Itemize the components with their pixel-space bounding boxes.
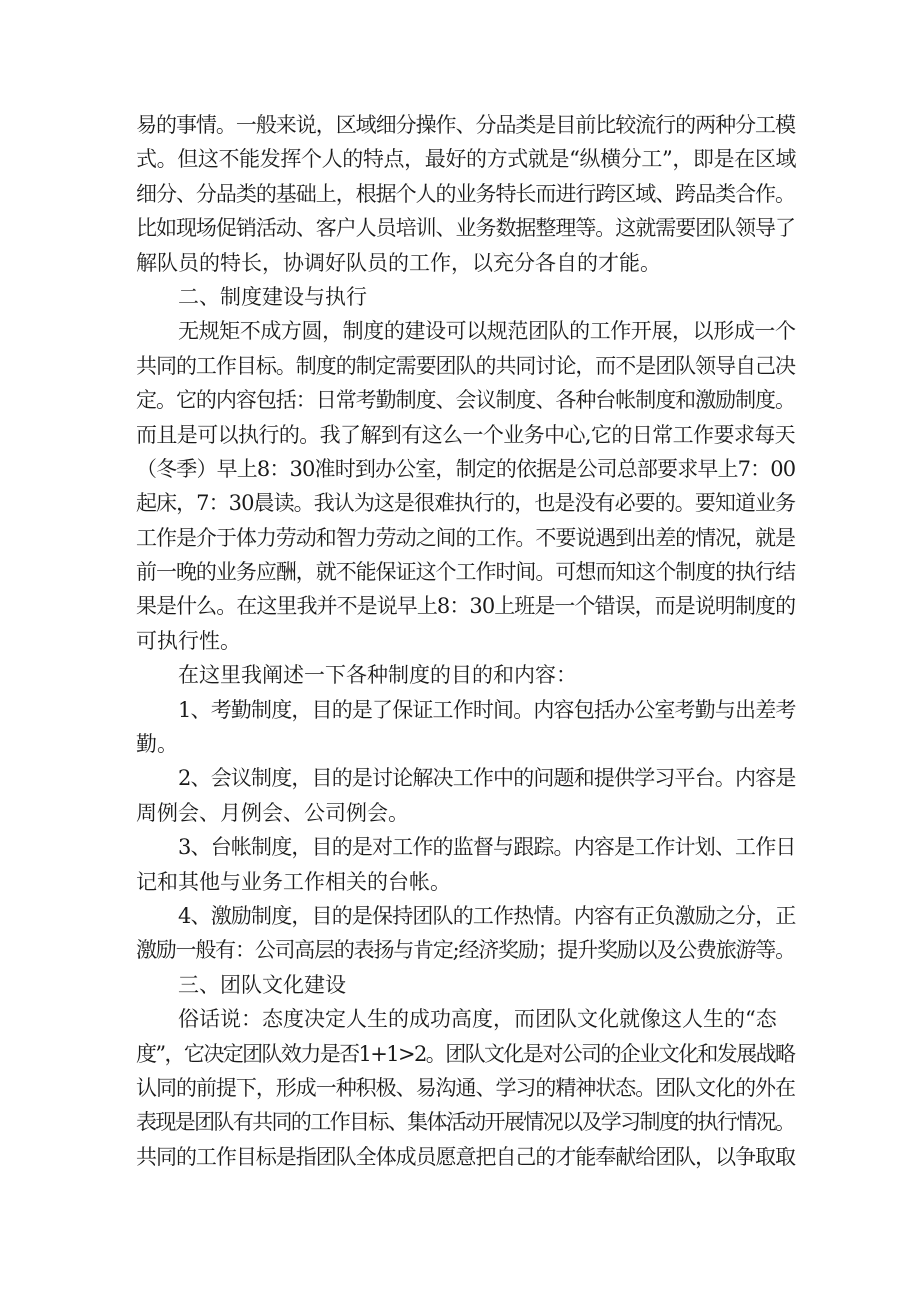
text-line: 而且是可以执行的。我了解到有这么一个业务中心,它的日常工作要求每天 [136,422,796,447]
text-line: 比如现场促销活动、客户人员培训、业务数据整理等。这就需要团队领导了 [136,216,795,241]
text-line: 起床，7：30晨读。我认为这是很难执行的，也是没有必要的。要知道业务 [136,491,796,516]
text-line: 可执行性。 [136,628,241,653]
text-line: 认同的前提下，形成一种积极、易沟通、学习的精神状态。团队文化的外在 [136,1075,795,1100]
document-body [136,108,796,1174]
text-line: 在这里我阐述一下各种制度的目的和内容： [178,663,577,688]
text-line: 4、激励制度，目的是保持团队的工作热情。内容有正负激励之分，正 [178,903,796,928]
text-line: 度”，它决定团队效力是否1+1>2。团队文化是对公司的企业文化和发展战略 [136,1041,795,1066]
text-line: 易的事情。一般来说，区域细分操作、分品类是目前比较流行的两种分工模 [136,113,795,137]
text-line: （冬季）早上8：30准时到办公室，制定的依据是公司总部要求早上7：00 [136,456,796,481]
text-line: 记和其他与业务工作相关的台帐。 [136,869,451,894]
text-line: 二、制度建设与执行 [178,284,367,309]
text-line: 激励一般有：公司高层的表扬与肯定;经济奖励；提升奖励以及公费旅游等。 [136,938,795,963]
text-line: 工作是介于体力劳动和智力劳动之间的工作。不要说遇到出差的情况，就是 [136,525,795,550]
text-line: 共同的工作目标是指团队全体成员愿意把自己的才能奉献给团队，以争取取 [136,1144,795,1169]
text-line: 3、台帐制度，目的是对工作的监督与跟踪。内容是工作计划、工作日 [178,835,796,860]
text-line: 1、考勤制度，目的是了保证工作时间。内容包括办公室考勤与出差考 [178,697,796,722]
text-line: 周例会、月例会、公司例会。 [136,800,409,825]
text-line: 三、团队文化建设 [178,972,346,997]
text-line: 解队员的特长，协调好队员的工作，以充分各自的才能。 [136,250,661,275]
text-line: 2、会议制度，目的是讨论解决工作中的问题和提供学习平台。内容是 [178,766,796,791]
text-line: 果是什么。在这里我并不是说早上8：30上班是一个错误，而是说明制度的 [136,594,796,619]
text-line: 式。但这不能发挥个人的特点，最好的方式就是“纵横分工”，即是在区域 [136,147,797,172]
text-line: 无规矩不成方圆，制度的建设可以规范团队的工作开展，以形成一个 [178,319,796,344]
text-line: 前一晚的业务应酬，就不能保证这个工作时间。可想而知这个制度的执行结 [136,560,795,585]
text-line: 俗话说：态度决定人生的成功高度，而团队文化就像这人生的“态 [178,1007,777,1032]
text-line: 表现是团队有共同的工作目标、集体活动开展情况以及学习制度的执行情况。 [136,1110,795,1135]
text-line: 勤。 [136,732,178,757]
text-line: 共同的工作目标。制度的制定需要团队的共同讨论，而不是团队领导自己决 [136,353,795,378]
text-line: 定。它的内容包括：日常考勤制度、会议制度、各种台帐制度和激励制度。 [136,388,795,413]
text-line: 细分、分品类的基础上，根据个人的业务特长而进行跨区域、跨品类合作。 [136,181,795,206]
